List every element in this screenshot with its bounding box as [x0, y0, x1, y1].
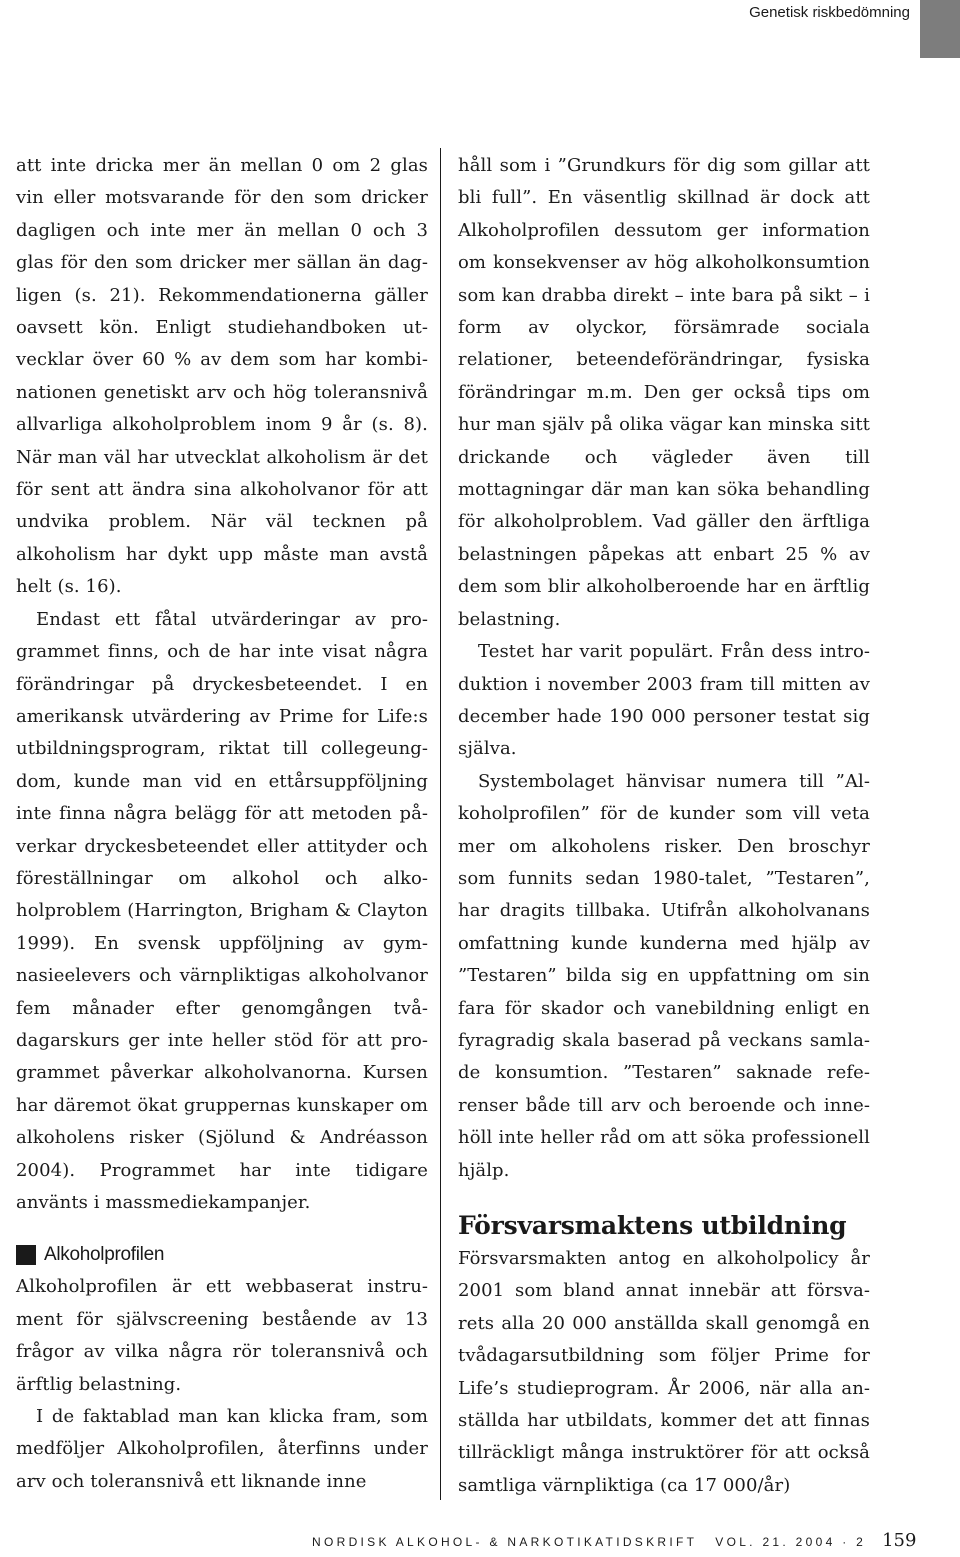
page-footer [312, 1530, 916, 1551]
body-paragraph: Alkoholprofilen är ett webbaserat instrument för självscreening bestående av 13 frågor av vilka några rör toleransnivå och ärftlig belastning. [16, 1276, 428, 1395]
header-gray-tab [920, 0, 960, 58]
subheading-text: Alkoholprofilen [44, 1244, 165, 1266]
body-paragraph: håll som i ”Grundkurs för dig som gillar att bli full”. En väsentlig skillnad är dock att Alkoholprofilen dessutom ger information om konsekvenser av hög alkoholkonsumtion som kan drabba direkt – inte bara på sikt – i form av olyckor, försämrade sociala relationer, beteendeförändringar, fysiska förändringar m.m. Den ger också tips om hur man själv på olika vägar kan minska sitt drickande och vägleder även till mottagningar där man kan söka behandling för alkoholproblem. Vad gäller den ärftliga belastningen påpekas att enbart 25 % av dem som blir alkoholberoende har en ärftlig belastning. [458, 155, 870, 630]
body-paragraph: att inte dricka mer än mellan 0 om 2 glas vin eller motsvarande för den som dricker dagligen och inte mer än mellan 0 och 3 glas för den som dricker mer sällan än dagligen (s. 21). Rekommendationerna gäller oavsett kön. Enligt studiehandboken utvecklar över 60 % av dem som har kombinationen genetiskt arv och hög toleransnivå allvarliga alkoholproblem inom 9 år (s. 8). När man väl har utvecklat alkoholism är det för sent att ändra sina alkoholvanor för att undvika problem. När väl tecknen på alkoholism har dykt upp måste man avstå helt (s. 16). [16, 155, 428, 598]
running-header-section-label: Genetisk riskbedömning [749, 4, 910, 21]
column-divider [440, 148, 441, 1500]
body-paragraph: I de faktablad man kan klicka fram, som medföljer Alkoholprofilen, återfinns under arv och toleransnivå ett liknande inne [16, 1406, 428, 1492]
journal-name: NORDISK ALKOHOL- & NARKOTIKATIDSKRIFT [312, 1535, 698, 1549]
right-column [458, 150, 870, 1502]
body-paragraph: Systembolaget hänvisar numera till ”Alkoholprofilen” för de kunder som vill veta mer om alkoholens risker. Den broschyr som funnits sedan 1980-talet, ”Testaren”, har dragits tillbaka. Utifrån alkoholvanans omfattning kunde kunderna med hjälp av ”Testaren” bilda sig en uppfattning om sin fara för skador och vanebildning enligt en fyragradig skala baserad på veckans samlade konsumtion. ”Testaren” saknade referenser både till arv och beroende och innehöll inte heller råd om att söka professionell hjälp. [458, 770, 870, 1181]
section-heading: Försvarsmaktens utbildning [458, 1211, 847, 1240]
body-paragraph: Testet har varit populärt. Från dess introduktion i november 2003 fram till mitten av december hade 190 000 personer testat sig själva. [458, 641, 870, 760]
black-square-bullet-icon [16, 1245, 36, 1265]
left-column [16, 150, 428, 1498]
body-paragraph: Försvarsmakten antog en alkoholpolicy år 2001 som bland annat innebär att försvarets alla 20 000 anställda skall genomgå en tvådagarsutbildning som följer Prime for Life’s studieprogram. År 2006, när alla anställda har utbildats, kommer det att finnas tillräckligt många instruktörer för att också samtliga värnpliktiga (ca 17 000/år) [458, 1248, 870, 1496]
volume-issue: VOL. 21. 2004 · 2 [715, 1535, 867, 1549]
subheading [16, 1239, 428, 1271]
page-number: 159 [882, 1530, 917, 1551]
body-paragraph: Endast ett fåtal utvärderingar av programmet finns, och de har inte visat några förändringar på dryckesbeteendet. I en amerikansk utvärdering av Prime for Life:s utbildningsprogram, riktat till collegeungdom, kunde man vid en ettårsuppföljning inte finna några belägg för att metoden påverkar dryckesbeteendet eller attityder och föreställningar om alkohol och alkoholproblem (Harrington, Brigham & Clayton 1999). En svensk uppföljning av gymnasieelevers och värnpliktigas alkoholvanor fem månader efter genomgången tvådagarskurs ger inte heller stöd för att programmet påverkar alkoholvanorna. Kursen har däremot ökat gruppernas kunskaper om alkoholens risker (Sjölund & Andréasson 2004). Programmet har inte tidigare använts i massmediekampanjer. [16, 608, 428, 1213]
